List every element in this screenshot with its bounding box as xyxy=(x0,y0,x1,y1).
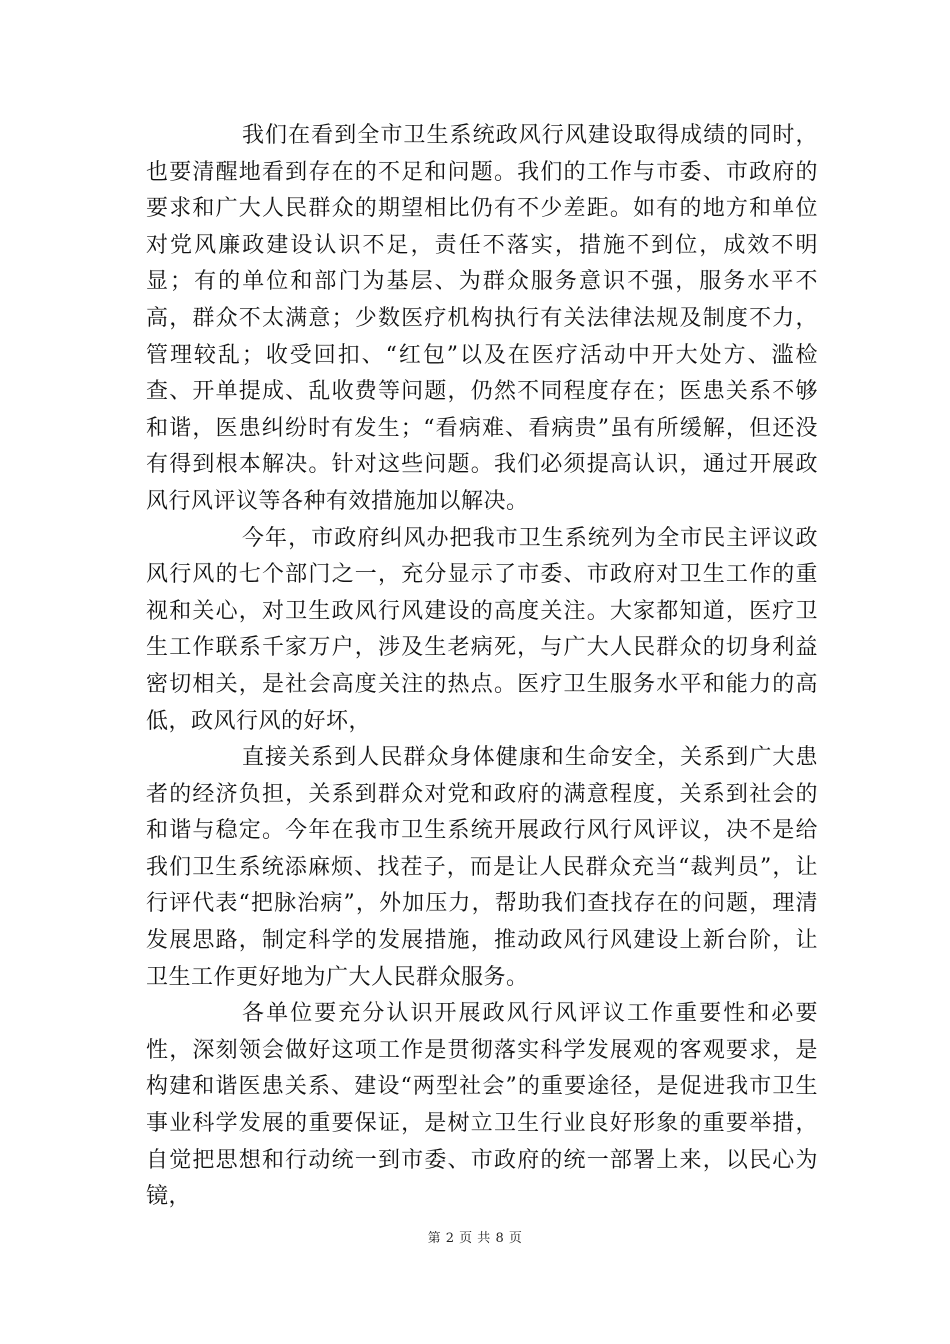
document-body xyxy=(146,118,818,1216)
paragraph-4: 各单位要充分认识开展政风行风评议工作重要性和必要性，深刻领会做好这项工作是贯彻落实科学发展观的客观要求，是构建和谐医患关系、建设“两型社会”的重要途径，是促进我市卫生事业科学发展的重要保证，是树立卫生行业良好形象的重要举措，自觉把思想和行动统一到市委、市政府的统一部署上来，以民心为镜， xyxy=(146,1001,818,1210)
paragraph-1: 我们在看到全市卫生系统政风行风建设取得成绩的同时，也要清醒地看到存在的不足和问题。我们的工作与市委、市政府的要求和广大人民群众的期望相比仍有不少差距。如有的地方和单位对党风廉政建设认识不足，责任不落实，措施不到位，成效不明显；有的单位和部门为基层、为群众服务意识不强，服务水平不高，群众不太满意；少数医疗机构执行有关法律法规及制度不力，管理较乱；收受回扣、“红包”以及在医疗活动中开大处方、滥检查、开单提成、乱收费等问题，仍然不同程度存在；医患关系不够和谐，医患纠纷时有发生；“看病难、看病贵”虽有所缓解，但还没有得到根本解决。针对这些问题。我们必须提高认识，通过开展政风行风评议等各种有效措施加以解决。 xyxy=(146,123,818,514)
paragraph-3: 直接关系到人民群众身体健康和生命安全，关系到广大患者的经济负担，关系到群众对党和政府的满意程度，关系到社会的和谐与稳定。今年在我市卫生系统开展政行风行风评议，决不是给我们卫生系统添麻烦、找茬子，而是让人民群众充当“裁判员”，让行评代表“把脉治病”，外加压力，帮助我们查找存在的问题，理清发展思路，制定科学的发展措施，推动政风行风建设上新台阶，让卫生工作更好地为广大人民群众服务。 xyxy=(146,745,818,990)
paragraph-2: 今年，市政府纠风办把我市卫生系统列为全市民主评议政风行风的七个部门之一，充分显示了市委、市政府对卫生工作的重视和关心，对卫生政风行风建设的高度关注。大家都知道，医疗卫生工作联系千家万户，涉及生老病死，与广大人民群众的切身利益密切相关，是社会高度关注的热点。医疗卫生服务水平和能力的高低，政风行风的好坏， xyxy=(146,525,818,734)
page-number-footer: 第 2 页 共 8 页 xyxy=(427,1231,523,1246)
